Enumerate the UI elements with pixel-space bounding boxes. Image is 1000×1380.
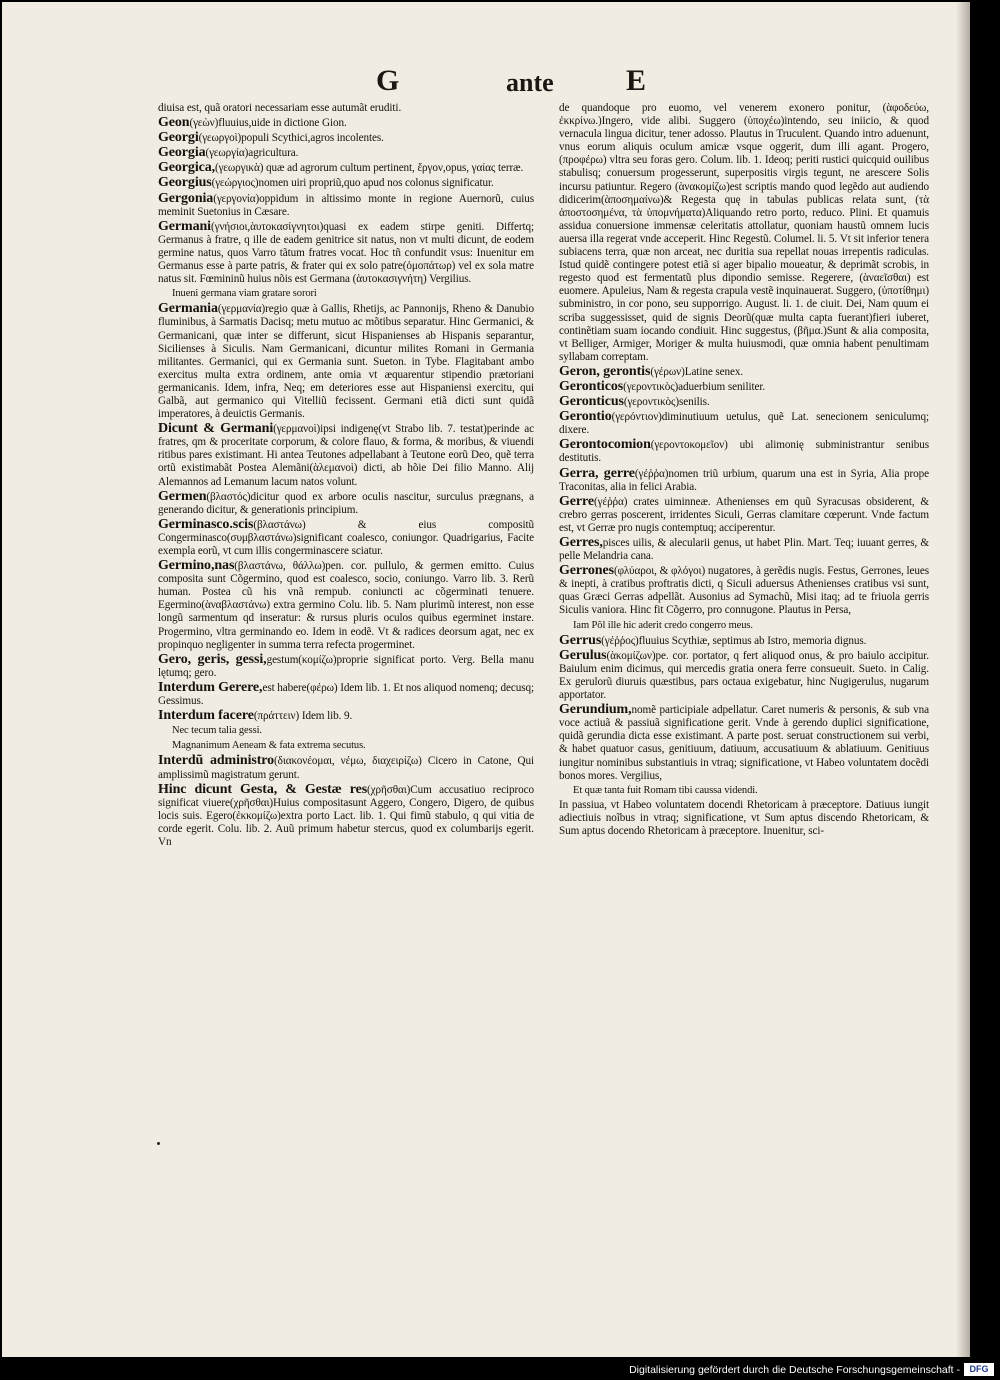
entry-text: gestum(κομίζω)proprie significat porto. Verg. Bella manu lętumq; gero. xyxy=(158,653,534,679)
entry-text: (γεωργικὰ) quæ ad agrorum cultum pertinent, ἔργον,opus, γαίας terræ. xyxy=(215,162,524,175)
entry-text: (γεώργιος)nomen uiri propriũ,quo apud nos colonus significatur. xyxy=(211,177,494,190)
dictionary-entry xyxy=(158,709,534,723)
dictionary-entry xyxy=(559,703,929,783)
dictionary-entry xyxy=(559,467,929,494)
dictionary-entry xyxy=(158,653,534,680)
dictionary-entry xyxy=(158,518,534,558)
entry-text: (βλαστάνω, θάλλω)pen. cor. pullulo, & germen emitto. Cuius composita sunt Cõgermino, quod est coalesco, socio, coniungo. Varro lib. 3. Rerũ human. Postea cũ his vnã rempub. coniuncti ac cõgerminati tenuere. Egermino(ὰναβλαστάνω) extra germino Colu. lib. 5. Nam plurimũ interest, non esse longũ sarmentum qd inseratur: & rursus pluris oculos quibus egerminet instare. Progermino, vltra germinando eo. Idem in eodẽ. Vt & radices deorsum agat, nec ex propinquo negligenter in summa terra refecta progerminet. xyxy=(158,560,534,651)
dictionary-entry xyxy=(559,365,929,379)
ink-speck xyxy=(157,1142,160,1145)
entry-headword: Gerra, gerre xyxy=(559,465,635,481)
dictionary-entry xyxy=(158,490,534,517)
entry-headword: Gerres, xyxy=(559,535,603,550)
entry-text: (γεροντοκομεῖον) ubi alimonię subministrantur senibus destitutis. xyxy=(559,439,929,465)
dictionary-entry xyxy=(559,410,929,437)
entry-headword: Germani xyxy=(158,218,211,234)
entry-headword: Georgica, xyxy=(158,160,216,176)
entry-headword: Dicunt & Germani xyxy=(158,421,274,437)
entry-headword: Gerre xyxy=(559,493,594,509)
dictionary-entry xyxy=(158,161,534,175)
dictionary-entry xyxy=(158,131,534,145)
dictionary-entry xyxy=(559,634,929,648)
entry-headword: Hinc dicunt Gesta, & Gestæ res xyxy=(158,781,368,797)
entry-headword: Interdum Gerere, xyxy=(158,679,263,695)
entry-text: (ὰκομίζων)pe. cor. portator, q fert aliquod onus, & pro baiulo accipitur. Baiulum enim dicimus, qui mercedis gratia onera ferre consueuit. Sueto. in Calig. Ex gerulorũ diuruis quæstibus, pars octaua exigebatur, hinc Nugigerulus, nugarum apportator. xyxy=(559,649,929,702)
entry-headword: Gerontocomion xyxy=(559,437,651,453)
dictionary-entry xyxy=(559,380,929,394)
dictionary-entry xyxy=(158,783,534,849)
entry-headword: Interdum facere xyxy=(158,708,254,724)
right-text-column xyxy=(559,102,929,839)
dictionary-entry xyxy=(158,754,534,781)
entry-text: (πράττειν) Idem lib. 9. xyxy=(253,710,353,723)
entry-text: In passiua, vt Habeo voluntatem docendi Rhetoricam à præceptore. Datiuus iungit adiectiuis noĩbus in vtraq; significatione, vt Sum aptus discendo Rhetoricam, & Sum aptus docendo Rhetoricam à præceptore. Inuenitur, sci- xyxy=(559,798,929,837)
entry-headword: Gergonia xyxy=(158,190,214,206)
dictionary-entry xyxy=(158,146,534,160)
dictionary-entry xyxy=(158,102,534,115)
entry-headword: Georgius xyxy=(158,175,212,191)
entry-headword: Gerulus xyxy=(559,647,607,663)
left-text-column xyxy=(158,102,534,850)
entry-text: diuisa est, quã oratori necessariam esse autumãt eruditi. xyxy=(158,102,402,114)
running-header xyxy=(2,64,970,98)
entry-text: (γεροντικὸς)senilis. xyxy=(623,396,710,409)
dictionary-entry xyxy=(559,564,929,617)
entry-text: (γνήσιοι,ὰυτοκασίγνητοι)quasi ex eadem stirpe geniti. Differtq; Germanus à fratre, q ille de eadem genitrice sit natus, non vt multi dicunt, de eodem germine natus, quos Varro tãtum fratres vocat. Hoc tñ confundit vsus: Inuenitur em Germanus esse à parte patris, & frater qui ex solo patre(ὁμοπάτωρ) vel ex sola matre natus sit. Fœmininũ huius nõis est Germana (ὰυτοκασιγνήτη) Vergilius. xyxy=(158,220,534,286)
entry-text: Iam Põl ille hic aderit credo congerro meus. xyxy=(573,619,753,631)
entry-text: (γερμανοὶ)ipsi indigenę(vt Strabo lib. 7. testat)perinde ac fratres, qm & proceritate corporum, & colore flauo, & forma, & moribus, & viuendi ritibus pares existimant. Hi antea Teutones adpellabant à Teutone eorũ Deo, quẽ terra ortũ existimabãt Postea Alemãni(ὰλεμανοὶ) dicti, ab hõie Dei filio Manno. Alij Alemannos ad Lemanum lacum natos volunt. xyxy=(158,423,534,488)
entry-headword: Interdũ administro xyxy=(158,753,275,769)
entry-text: (βλαστός)dicitur quod ex arbore oculis nascitur, surculus prægnans, a generando dicitur, & generationis principium. xyxy=(158,490,534,516)
dictionary-entry xyxy=(158,176,534,190)
entry-text: (γερόντιον)diminutiuum uetulus, quẽ Lat. senecionem seniculumq; dixere. xyxy=(559,411,929,437)
dfg-logo-icon: DFG xyxy=(964,1363,994,1376)
dictionary-entry xyxy=(559,799,929,838)
entry-text: (βλαστάνω) & eius compositũ Congerminasco(συμβλαστάνω)significant coalesco, coniungor. Quadrigarius, Facite exempla eorũ, vt cum illis congerminascere sciatur. xyxy=(158,518,534,557)
dictionary-entry xyxy=(559,536,929,563)
dictionary-entry xyxy=(158,116,534,130)
entry-headword: Germen xyxy=(158,488,207,504)
entry-text: (γεροντικὸς)aduerbium seniliter. xyxy=(623,380,766,393)
dictionary-entry xyxy=(559,495,929,535)
entry-headword: Gerrus xyxy=(559,632,602,648)
dictionary-entry xyxy=(158,192,534,219)
dictionary-entry xyxy=(158,220,534,286)
entry-text: (χρῆσθαι)Cum accusatiuo reciproco significat viuere(χρῆσθαι)Huius compositasunt Aggero, Congero, Digero, de quibus locis suis. Egero(ἐκκομίζω)extra porto Lact. lib. 1. Qui fimũ stabulo, q qui vitia de corde egerit. Colu. lib. 2. Auũ primum habetur stercus, quod ex columbarijs egerit. Vn xyxy=(158,783,534,848)
entry-text: (γερμανία)regio quæ à Gallis, Rhetijs, ac Pannonijs, Rheno & Danubio fluminibus, à Sarmatis Dacisq; metu mutuo ac mõtibus separatur. Hinc Germanici, & Germanicani, quæ inter se differunt, sicut Hispanienses ab Hispanis separantur, Sicilienses à Siculis. Nam Germanicani, dicuntur milites Romani in Germania militantes. Germanici, qui ex Germania sunt. Sueton. in Tybe. Flagitabant ambo exercitus multa extra ordinem, ante omia vt æquarentur stipendio prætoriani germanicanis. Idem, infra, Neq; em deteriores esse aut Hispaniensi exercitu, qui Galbã, aut germanico qui Vitelliũ fecissent. Germani etiã dicti sunt quidã imperatores, à deuictis Germanis. xyxy=(158,303,534,421)
entry-text: Inueni germana viam gratare sorori xyxy=(172,288,317,300)
entry-headword: Gerundium, xyxy=(559,702,632,718)
dictionary-entry xyxy=(158,422,534,488)
funding-notice: Digitalisierung gefördert durch die Deutsche Forschungsgemeinschaft - xyxy=(629,1364,960,1376)
entry-text: (διακονέομαι, νέμω, διαχειρίζω) Cicero in Catone, Qui amplissimũ magistratum gerunt. xyxy=(158,755,534,781)
entry-headword: Geronticos xyxy=(559,378,624,394)
entry-text: est habere(φέρω) Idem lib. 1. Et nos aliquod nomenq; decusq; Gessimus. xyxy=(158,681,535,708)
entry-text: pisces uilis, & alecularii genus, ut habet Plin. Mart. Teq; iuuant gerres, & pelle Melandria cana. xyxy=(559,537,929,563)
quotation-line xyxy=(172,739,534,752)
scanned-page xyxy=(2,2,970,1357)
dictionary-entry xyxy=(559,649,929,702)
entry-headword: Geron, gerontis xyxy=(559,363,651,379)
entry-text: Magnanimum Aeneam & fata extrema secutus. xyxy=(172,740,366,752)
quotation-line xyxy=(172,287,534,300)
quotation-line xyxy=(573,784,929,797)
entry-headword: Germania xyxy=(158,301,218,317)
quotation-line xyxy=(573,619,929,632)
entry-text: Et quæ tanta fuit Romam tibi caussa videndi. xyxy=(573,784,758,796)
entry-text: Nec tecum talia gessi. xyxy=(172,725,262,737)
entry-headword: Geon xyxy=(158,115,190,131)
entry-headword: Georgia xyxy=(158,145,206,161)
dictionary-entry xyxy=(158,559,534,652)
dictionary-entry xyxy=(559,395,929,409)
header-word-middle: ante xyxy=(506,68,554,97)
header-letter-right: E xyxy=(626,64,647,97)
header-letter-left: G xyxy=(376,64,400,97)
entry-headword: Germino,nas xyxy=(158,558,235,574)
entry-headword: Gerrones xyxy=(559,563,614,579)
entry-text: (γεωργία)agricultura. xyxy=(205,147,299,160)
quotation-line xyxy=(172,724,534,737)
entry-text: (γέρων)Latine senex. xyxy=(650,365,744,378)
page-edge-shadow xyxy=(956,2,970,1357)
entry-text: (γέῤῥος)fluuius Scythiæ, septimus ab Istro, memoria dignus. xyxy=(601,634,867,647)
entry-text: (φλύαροι, & φλόγοι) nugatores, à gerẽdis nugis. Festus, Gerrones, leues & inepti, à cratibus proftratis dicti, q Siculi aduersus Athenienses cratibus vsi sunt, quas Græci Gerras adpellãt. Ausonius ad Symachũ, Misi itaq; ad te friuola gerris Siculis vaniora. Hinc fit Cõgerro, pro connugone. Plautus in Persa, xyxy=(559,565,929,617)
entry-text: (γέῤῥα)nomen triũ urbium, quarum una est in Syria, Alia prope Traconitas, alia in felici Arabia. xyxy=(559,467,929,493)
entry-headword: Georgi xyxy=(158,130,199,146)
dictionary-entry xyxy=(158,681,534,708)
entry-text: (γεωργοὶ)populi Scythici,agros incolentes. xyxy=(198,132,384,145)
entry-text: (γέῤῥα) crates uiminneæ. Athenienses em quũ Syracusas obsiderent, & crebro gerras poscerent, irridentes Siculi, Gerras clamitare cœperunt. Vnde factum est, vt Gerræ pro nugis contemptuq; acciperentur. xyxy=(559,495,929,534)
dictionary-entry xyxy=(158,302,534,421)
entry-headword: Geronticus xyxy=(559,394,624,410)
entry-text: (γεὼν)fluuius,uide in dictione Gion. xyxy=(189,117,347,130)
entry-headword: Germinasco.scis xyxy=(158,516,254,532)
entry-text: de quandoque pro euomo, vel venerem exonero ponitur, (ὰφοδεύω, ἐκκρίνω.)Ingero, vide alibi. Suggero (ὑποχέω)intendo, seu iniicio, & quod vernacula lingua dicitur, tener adosso. Plautus in Truculent. Quando intro aduenunt, vnus eorum aliquis oculum amicæ vsque oggerit, dum illi agant. Progero, (προφέρω) vltra seu foras gero. Colum. lib. 1. Ideoq; periti rustici quicquid ouilibus stabulisq; conuersum progesserunt, superpositis virgis tegunt, ne arescere Solis incursu patiuntur. Regero (ὰνακομίζω)est scriptis mando quod legẽdo aut audiendo didicerim(ὰποσημαίνω)& Regesta quę in tabulas publicas relata sunt, (τὰ ἀποστοσημένα, τὰ ὑπομνήματα)Aliquando retro porto, reduco. Plini. Et quamuis assidua conuersione immensæ celeritatis attollatur, quoniam haustũ omnem lucis auersa illa regerat vnde acceperit. Hinc Regestũ. Columel. li. 5. Vt sit inferior tenera subiacens terra, quæ non arceat, nec duritia sua repellat nouas irrepentis radiculas. Istud quidẽ contingere potest etiã si ager bipalio moueatur, & deprimãt scrobis, in regesto quod est fermentatũ plus dipondio semisse. Regerere, (ὰναεῖσθαι) est euomere. Apuleius, Nam & regesta crapula vestẽ inquinauerat. Suggero, (ὑποτίθημι) subministro, in cor pono, seu supporrigo. August. li. 1. de ciuit. Dei, Nam quum ei scriba suggessisset, quid de signis Deorũ(quæ multa capta fuerant)fieri iuberet, continẽtiam suam iocando condiuit. Hinc suggestus, (βῆμα.)Sunt & alia composita, vt Belliger, Armiger, Moriger & multa huiusmodi, quæ omnia habent penultimam syllabam correptam. xyxy=(559,102,929,363)
entry-text: (γεργονία)oppidum in altissimo monte in regione Auernorũ, cuius meminit Suetonius in Cæsare. xyxy=(158,192,534,218)
dictionary-entry xyxy=(559,438,929,465)
entry-headword: Gero, geris, gessi, xyxy=(158,651,267,667)
entry-text: nomẽ participiale adpellatur. Caret numeris & personis, & sub vna voce actiuã & passiuã significatione gerit. Vnde à gerendo duplici significatione, quidã gerundia dicta esse existimant. A parte post. seruat constructionem sui verbi, & habet quatuor casus, genitiuum, datiuum, accusatiuum & ablatiuum. Genitiuus iungitur nominibus substantiuis in vtraq; significatione, vt Habeo voluntatem docẽdi bonos mores. Vergilius, xyxy=(559,704,929,782)
dictionary-entry xyxy=(559,102,929,364)
entry-headword: Gerontio xyxy=(559,409,612,425)
